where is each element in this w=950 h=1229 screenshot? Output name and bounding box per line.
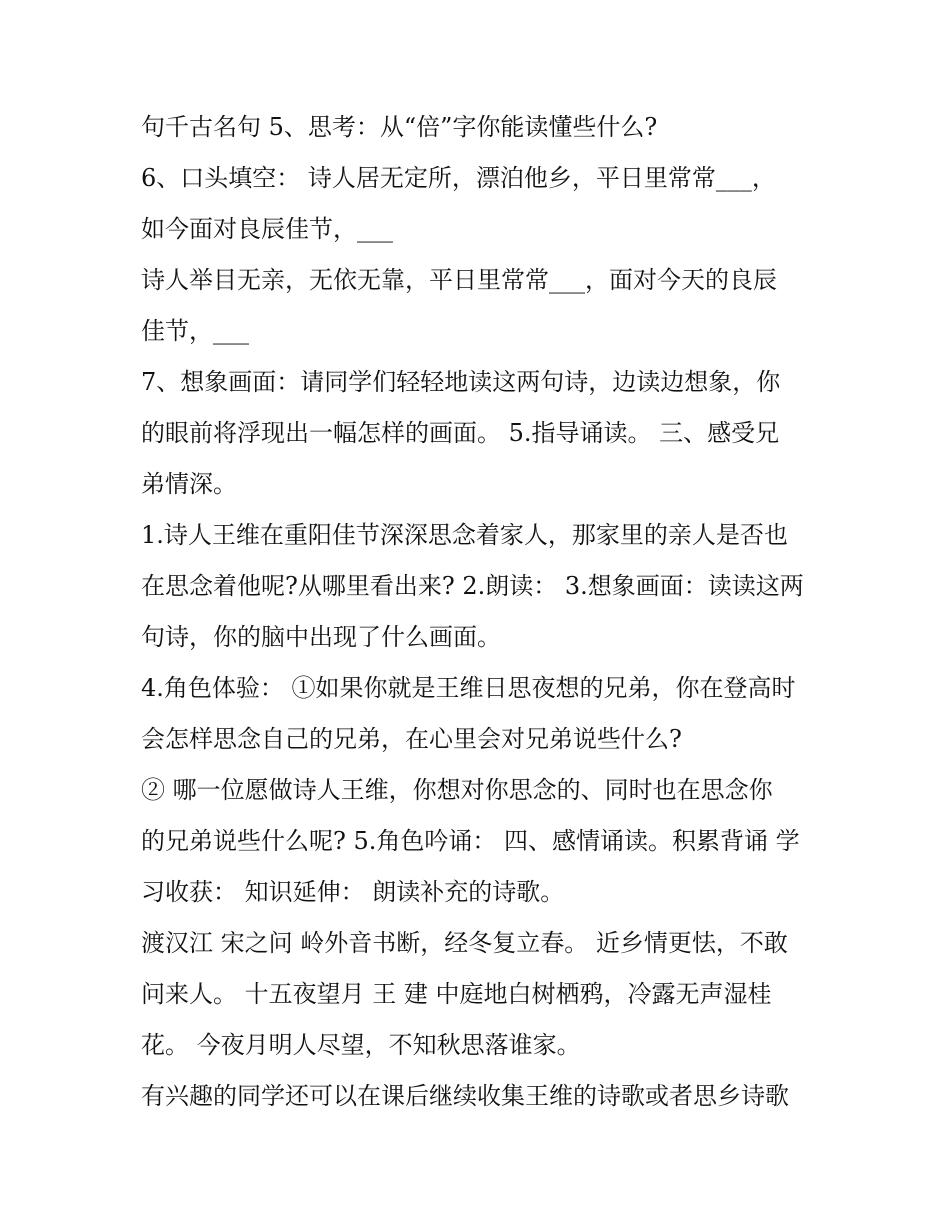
text-line: 弟情深。 bbox=[141, 470, 237, 498]
paragraph bbox=[141, 510, 821, 663]
text-line: 有兴趣的同学还可以在课后继续收集王维的诗歌或者思乡诗歌 bbox=[141, 1082, 789, 1110]
text-line: 句千古名句 5、思考：从“倍”字你能读懂些什么? bbox=[141, 113, 658, 141]
paragraph bbox=[141, 153, 821, 255]
text-line: 问来人。 十五夜望月 王 建 中庭地白树栖鸦，冷露无声湿桂 bbox=[141, 980, 772, 1008]
paragraph bbox=[141, 765, 821, 918]
text-line: 如今面对良辰佳节，___ bbox=[141, 215, 393, 243]
text-line: 1.诗人王维在重阳佳节深深思念着家人，那家里的亲人是否也 bbox=[141, 521, 788, 549]
paragraph bbox=[141, 918, 821, 1071]
document-body bbox=[141, 102, 821, 1122]
text-line: ② 哪一位愿做诗人王维，你想对你思念的、同时也在思念你 bbox=[141, 776, 773, 804]
text-line: 的兄弟说些什么呢? 5.角色吟诵： 四、感情诵读。积累背诵 学 bbox=[141, 827, 800, 855]
text-line: 花。 今夜月明人尽望，不知秋思落谁家。 bbox=[141, 1031, 581, 1059]
text-line: 在思念着他呢?从哪里看出来? 2.朗读： 3.想象画面：读读这两 bbox=[141, 572, 804, 600]
text-line: 的眼前将浮现出一幅怎样的画面。 5.指导诵读。 三、感受兄 bbox=[141, 419, 780, 447]
text-line: 诗人举目无亲，无依无靠，平日里常常___，面对今天的良辰 bbox=[141, 266, 777, 294]
text-line: 句诗，你的脑中出现了什么画面。 bbox=[141, 623, 501, 651]
text-line: 佳节，___ bbox=[141, 317, 249, 345]
text-line: 7、想象画面：请同学们轻轻地读这两句诗，边读边想象，你 bbox=[141, 368, 781, 396]
text-line: 4.角色体验： ①如果你就是王维日思夜想的兄弟，你在登高时 bbox=[141, 674, 796, 702]
text-line: 会怎样思念自己的兄弟，在心里会对兄弟说些什么? bbox=[141, 725, 682, 753]
paragraph bbox=[141, 255, 821, 357]
text-line: 6、口头填空： 诗人居无定所，漂泊他乡，平日里常常___， bbox=[141, 164, 776, 192]
paragraph bbox=[141, 357, 821, 510]
paragraph bbox=[141, 102, 821, 153]
text-line: 渡汉江 宋之问 岭外音书断，经冬复立春。 近乡情更怯，不敢 bbox=[141, 929, 788, 957]
text-line: 习收获： 知识延伸： 朗读补充的诗歌。 bbox=[141, 878, 565, 906]
paragraph bbox=[141, 663, 821, 765]
paragraph bbox=[141, 1071, 821, 1122]
